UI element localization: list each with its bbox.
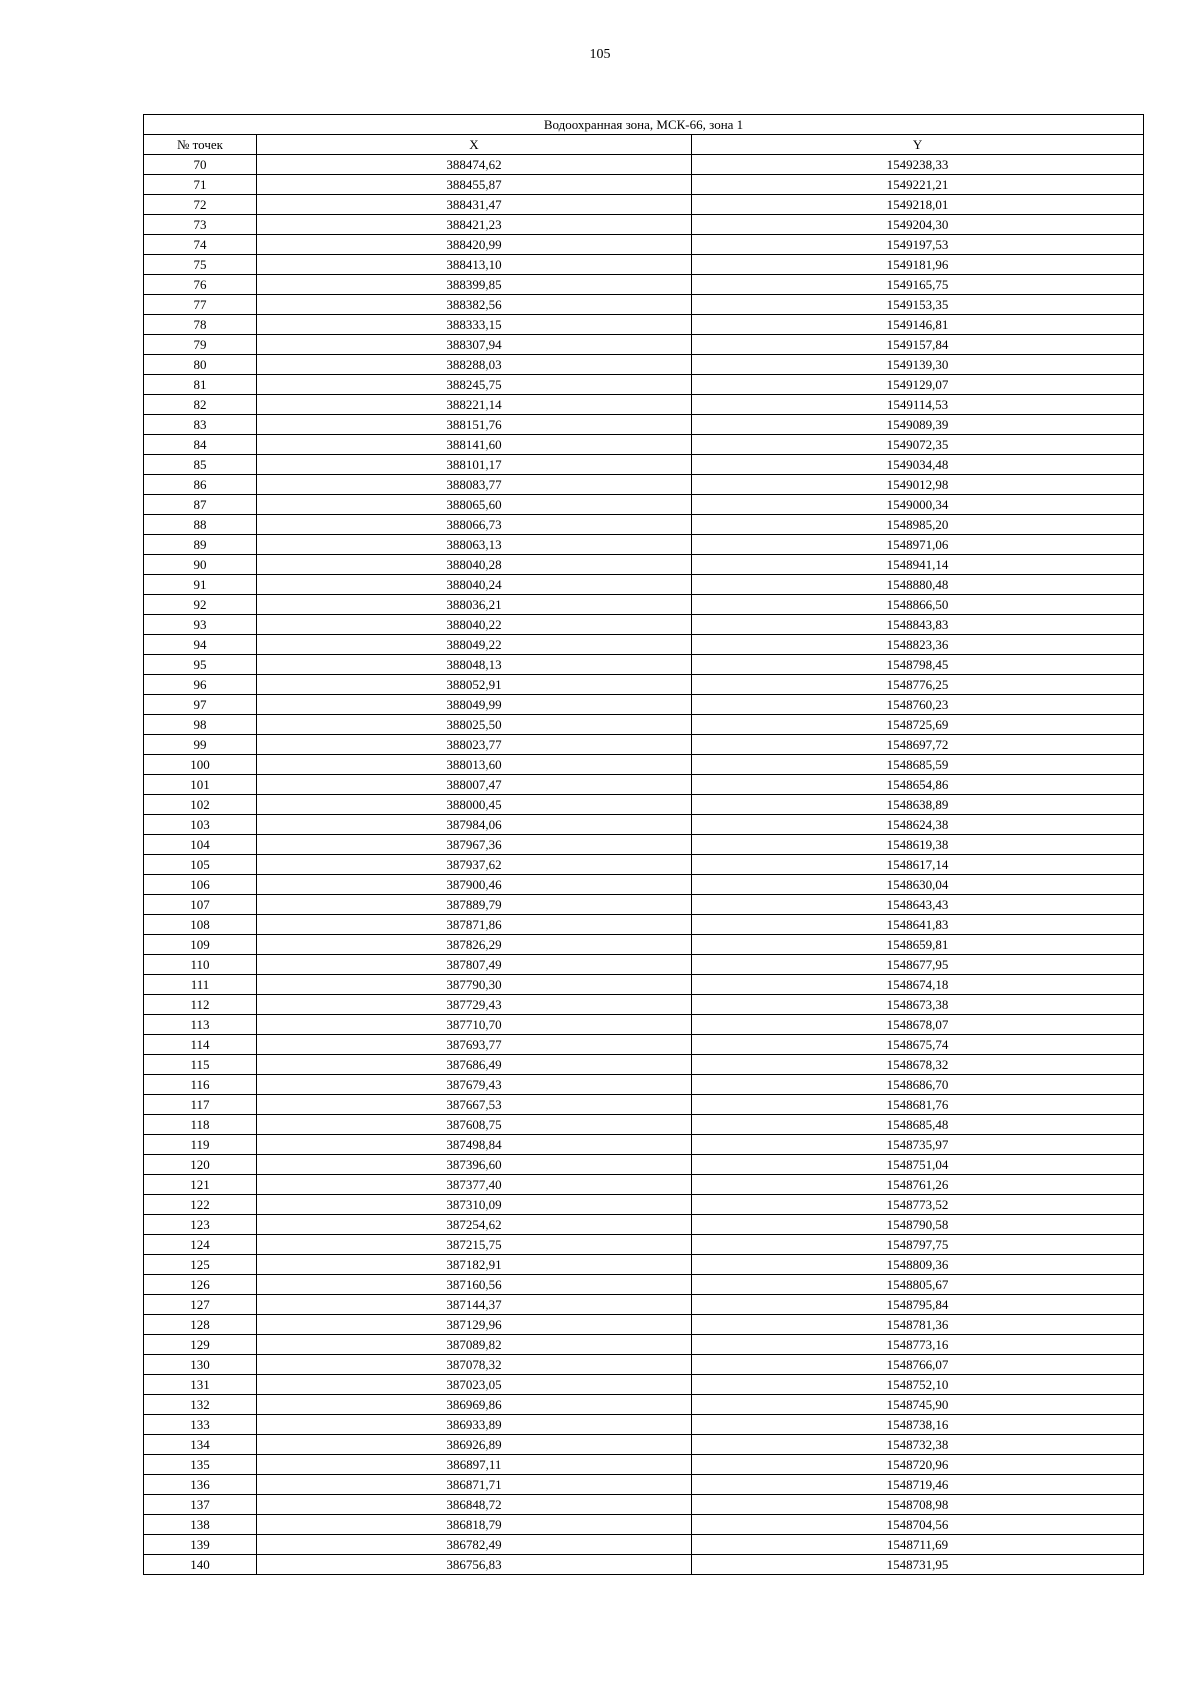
table-row — [144, 395, 1144, 415]
y-cell: 1548790,58 — [692, 1215, 1144, 1235]
point-number-cell: 92 — [144, 595, 257, 615]
x-cell: 387900,46 — [257, 875, 692, 895]
point-number-cell: 110 — [144, 955, 257, 975]
table-row — [144, 1375, 1144, 1395]
x-cell: 388013,60 — [257, 755, 692, 775]
point-number-cell: 95 — [144, 655, 257, 675]
table-row — [144, 1255, 1144, 1275]
x-cell: 388048,13 — [257, 655, 692, 675]
x-cell: 388420,99 — [257, 235, 692, 255]
table-row — [144, 1195, 1144, 1215]
y-cell: 1548738,16 — [692, 1415, 1144, 1435]
table-row — [144, 375, 1144, 395]
y-cell: 1548708,98 — [692, 1495, 1144, 1515]
y-cell: 1549012,98 — [692, 475, 1144, 495]
point-number-cell: 117 — [144, 1095, 257, 1115]
y-cell: 1548673,38 — [692, 995, 1144, 1015]
x-cell: 388052,91 — [257, 675, 692, 695]
y-cell: 1549238,33 — [692, 155, 1144, 175]
page-number: 105 — [589, 47, 611, 62]
x-cell: 388023,77 — [257, 735, 692, 755]
point-number-cell: 73 — [144, 215, 257, 235]
point-number-cell: 99 — [144, 735, 257, 755]
table-row — [144, 1355, 1144, 1375]
x-cell: 387790,30 — [257, 975, 692, 995]
point-number-cell: 102 — [144, 795, 257, 815]
table-row — [144, 975, 1144, 995]
x-cell: 387396,60 — [257, 1155, 692, 1175]
x-cell: 388307,94 — [257, 335, 692, 355]
x-cell: 387967,36 — [257, 835, 692, 855]
x-cell: 387984,06 — [257, 815, 692, 835]
table-row — [144, 835, 1144, 855]
x-cell: 388025,50 — [257, 715, 692, 735]
y-cell: 1548766,07 — [692, 1355, 1144, 1375]
table-row — [144, 1435, 1144, 1455]
table-row — [144, 815, 1144, 835]
point-number-cell: 71 — [144, 175, 257, 195]
table-row — [144, 1035, 1144, 1055]
x-cell: 387710,70 — [257, 1015, 692, 1035]
y-cell: 1548678,32 — [692, 1055, 1144, 1075]
table-row — [144, 1135, 1144, 1155]
point-number-cell: 105 — [144, 855, 257, 875]
y-cell: 1548638,89 — [692, 795, 1144, 815]
point-number-cell: 115 — [144, 1055, 257, 1075]
point-number-cell: 116 — [144, 1075, 257, 1095]
x-cell: 388007,47 — [257, 775, 692, 795]
x-cell: 387023,05 — [257, 1375, 692, 1395]
table-header-row — [144, 135, 1144, 155]
x-cell: 388421,23 — [257, 215, 692, 235]
table-row — [144, 695, 1144, 715]
y-cell: 1549139,30 — [692, 355, 1144, 375]
point-number-cell: 89 — [144, 535, 257, 555]
table-row — [144, 1535, 1144, 1555]
table-row — [144, 255, 1144, 275]
x-cell: 388040,28 — [257, 555, 692, 575]
y-cell: 1548745,90 — [692, 1395, 1144, 1415]
point-number-cell: 112 — [144, 995, 257, 1015]
x-cell: 387129,96 — [257, 1315, 692, 1335]
y-cell: 1548761,26 — [692, 1175, 1144, 1195]
y-cell: 1548843,83 — [692, 615, 1144, 635]
x-cell: 388066,73 — [257, 515, 692, 535]
table-row — [144, 755, 1144, 775]
y-cell: 1548752,10 — [692, 1375, 1144, 1395]
table-row — [144, 635, 1144, 655]
table-row — [144, 1335, 1144, 1355]
y-cell: 1548732,38 — [692, 1435, 1144, 1455]
x-cell: 386969,86 — [257, 1395, 692, 1415]
table-row — [144, 1555, 1144, 1575]
table-row — [144, 495, 1144, 515]
table-row — [144, 455, 1144, 475]
y-cell: 1549204,30 — [692, 215, 1144, 235]
y-cell: 1548630,04 — [692, 875, 1144, 895]
coordinates-table — [143, 114, 1144, 1575]
table-row — [144, 1395, 1144, 1415]
x-cell: 388431,47 — [257, 195, 692, 215]
y-cell: 1549218,01 — [692, 195, 1144, 215]
point-number-cell: 129 — [144, 1335, 257, 1355]
y-cell: 1549034,48 — [692, 455, 1144, 475]
y-cell: 1549181,96 — [692, 255, 1144, 275]
y-cell: 1549146,81 — [692, 315, 1144, 335]
y-cell: 1549157,84 — [692, 335, 1144, 355]
y-cell: 1548735,97 — [692, 1135, 1144, 1155]
table-row — [144, 475, 1144, 495]
point-number-cell: 93 — [144, 615, 257, 635]
y-cell: 1549197,53 — [692, 235, 1144, 255]
table-row — [144, 615, 1144, 635]
x-cell: 387144,37 — [257, 1295, 692, 1315]
point-number-cell: 72 — [144, 195, 257, 215]
point-number-cell: 111 — [144, 975, 257, 995]
point-number-cell: 96 — [144, 675, 257, 695]
x-cell: 386926,89 — [257, 1435, 692, 1455]
point-number-cell: 125 — [144, 1255, 257, 1275]
x-cell: 387254,62 — [257, 1215, 692, 1235]
x-cell: 387693,77 — [257, 1035, 692, 1055]
table-body — [144, 155, 1144, 1575]
table-row — [144, 1175, 1144, 1195]
x-cell: 387826,29 — [257, 935, 692, 955]
x-cell: 387310,09 — [257, 1195, 692, 1215]
table-row — [144, 895, 1144, 915]
y-cell: 1548678,07 — [692, 1015, 1144, 1035]
x-cell: 388333,15 — [257, 315, 692, 335]
table-row — [144, 435, 1144, 455]
x-cell: 387377,40 — [257, 1175, 692, 1195]
x-cell: 388288,03 — [257, 355, 692, 375]
point-number-cell: 118 — [144, 1115, 257, 1135]
table-row — [144, 555, 1144, 575]
point-number-cell: 106 — [144, 875, 257, 895]
point-number-cell: 75 — [144, 255, 257, 275]
x-cell: 387937,62 — [257, 855, 692, 875]
x-cell: 388221,14 — [257, 395, 692, 415]
point-number-cell: 82 — [144, 395, 257, 415]
x-cell: 387729,43 — [257, 995, 692, 1015]
table-row — [144, 335, 1144, 355]
table-row — [144, 355, 1144, 375]
y-cell: 1548685,59 — [692, 755, 1144, 775]
x-cell: 387160,56 — [257, 1275, 692, 1295]
table-row — [144, 195, 1144, 215]
table-row — [144, 595, 1144, 615]
table-row — [144, 1055, 1144, 1075]
x-cell: 388141,60 — [257, 435, 692, 455]
x-cell: 386897,11 — [257, 1455, 692, 1475]
x-cell: 388151,76 — [257, 415, 692, 435]
x-cell: 386782,49 — [257, 1535, 692, 1555]
point-number-cell: 109 — [144, 935, 257, 955]
column-header-x: X — [257, 135, 692, 155]
x-cell: 387182,91 — [257, 1255, 692, 1275]
x-cell: 388413,10 — [257, 255, 692, 275]
y-cell: 1549114,53 — [692, 395, 1144, 415]
point-number-cell: 130 — [144, 1355, 257, 1375]
point-number-cell: 126 — [144, 1275, 257, 1295]
table-row — [144, 175, 1144, 195]
x-cell: 388083,77 — [257, 475, 692, 495]
y-cell: 1548773,52 — [692, 1195, 1144, 1215]
point-number-cell: 139 — [144, 1535, 257, 1555]
point-number-cell: 140 — [144, 1555, 257, 1575]
point-number-cell: 114 — [144, 1035, 257, 1055]
point-number-cell: 86 — [144, 475, 257, 495]
table-row — [144, 935, 1144, 955]
y-cell: 1548795,84 — [692, 1295, 1144, 1315]
table-row — [144, 1295, 1144, 1315]
point-number-cell: 90 — [144, 555, 257, 575]
x-cell: 388036,21 — [257, 595, 692, 615]
y-cell: 1548624,38 — [692, 815, 1144, 835]
table-row — [144, 1235, 1144, 1255]
table-row — [144, 955, 1144, 975]
y-cell: 1548809,36 — [692, 1255, 1144, 1275]
point-number-cell: 107 — [144, 895, 257, 915]
table-row — [144, 1475, 1144, 1495]
x-cell: 388245,75 — [257, 375, 692, 395]
y-cell: 1548675,74 — [692, 1035, 1144, 1055]
point-number-cell: 83 — [144, 415, 257, 435]
x-cell: 386933,89 — [257, 1415, 692, 1435]
table-row — [144, 1275, 1144, 1295]
y-cell: 1548880,48 — [692, 575, 1144, 595]
y-cell: 1549089,39 — [692, 415, 1144, 435]
y-cell: 1548866,50 — [692, 595, 1144, 615]
table-row — [144, 1495, 1144, 1515]
y-cell: 1548641,83 — [692, 915, 1144, 935]
table-row — [144, 535, 1144, 555]
point-number-cell: 77 — [144, 295, 257, 315]
y-cell: 1548720,96 — [692, 1455, 1144, 1475]
x-cell: 387889,79 — [257, 895, 692, 915]
table-row — [144, 775, 1144, 795]
y-cell: 1548776,25 — [692, 675, 1144, 695]
point-number-cell: 113 — [144, 1015, 257, 1035]
point-number-cell: 120 — [144, 1155, 257, 1175]
x-cell: 387807,49 — [257, 955, 692, 975]
table-row — [144, 915, 1144, 935]
table-row — [144, 655, 1144, 675]
y-cell: 1548677,95 — [692, 955, 1144, 975]
point-number-cell: 137 — [144, 1495, 257, 1515]
y-cell: 1548643,43 — [692, 895, 1144, 915]
y-cell: 1548971,06 — [692, 535, 1144, 555]
table-row — [144, 1415, 1144, 1435]
table-title-row — [144, 115, 1144, 135]
x-cell: 386848,72 — [257, 1495, 692, 1515]
point-number-cell: 133 — [144, 1415, 257, 1435]
table-row — [144, 1075, 1144, 1095]
table-title: Водоохранная зона, МСК-66, зона 1 — [144, 115, 1144, 135]
point-number-cell: 78 — [144, 315, 257, 335]
table-row — [144, 215, 1144, 235]
y-cell: 1548719,46 — [692, 1475, 1144, 1495]
table-row — [144, 415, 1144, 435]
point-number-cell: 97 — [144, 695, 257, 715]
y-cell: 1548805,67 — [692, 1275, 1144, 1295]
point-number-cell: 108 — [144, 915, 257, 935]
y-cell: 1548685,48 — [692, 1115, 1144, 1135]
point-number-cell: 127 — [144, 1295, 257, 1315]
point-number-cell: 121 — [144, 1175, 257, 1195]
table-row — [144, 875, 1144, 895]
y-cell: 1549129,07 — [692, 375, 1144, 395]
table-row — [144, 1515, 1144, 1535]
table-row — [144, 275, 1144, 295]
table-row — [144, 675, 1144, 695]
x-cell: 387498,84 — [257, 1135, 692, 1155]
point-number-cell: 84 — [144, 435, 257, 455]
point-number-cell: 119 — [144, 1135, 257, 1155]
y-cell: 1548697,72 — [692, 735, 1144, 755]
table-row — [144, 1155, 1144, 1175]
point-number-cell: 103 — [144, 815, 257, 835]
x-cell: 387078,32 — [257, 1355, 692, 1375]
point-number-cell: 98 — [144, 715, 257, 735]
point-number-cell: 123 — [144, 1215, 257, 1235]
y-cell: 1548704,56 — [692, 1515, 1144, 1535]
table-row — [144, 515, 1144, 535]
table-row — [144, 735, 1144, 755]
x-cell: 388399,85 — [257, 275, 692, 295]
point-number-cell: 135 — [144, 1455, 257, 1475]
point-number-cell: 79 — [144, 335, 257, 355]
point-number-cell: 124 — [144, 1235, 257, 1255]
y-cell: 1548773,16 — [692, 1335, 1144, 1355]
table-row — [144, 1115, 1144, 1135]
point-number-cell: 131 — [144, 1375, 257, 1395]
y-cell: 1548654,86 — [692, 775, 1144, 795]
x-cell: 388049,22 — [257, 635, 692, 655]
x-cell: 388474,62 — [257, 155, 692, 175]
y-cell: 1548674,18 — [692, 975, 1144, 995]
column-header-y: Y — [692, 135, 1144, 155]
point-number-cell: 70 — [144, 155, 257, 175]
point-number-cell: 101 — [144, 775, 257, 795]
point-number-cell: 136 — [144, 1475, 257, 1495]
x-cell: 387089,82 — [257, 1335, 692, 1355]
x-cell: 388049,99 — [257, 695, 692, 715]
x-cell: 388000,45 — [257, 795, 692, 815]
y-cell: 1548985,20 — [692, 515, 1144, 535]
y-cell: 1548681,76 — [692, 1095, 1144, 1115]
point-number-cell: 88 — [144, 515, 257, 535]
y-cell: 1548760,23 — [692, 695, 1144, 715]
table-row — [144, 235, 1144, 255]
table-row — [144, 715, 1144, 735]
x-cell: 388065,60 — [257, 495, 692, 515]
y-cell: 1548659,81 — [692, 935, 1144, 955]
x-cell: 388382,56 — [257, 295, 692, 315]
y-cell: 1548823,36 — [692, 635, 1144, 655]
x-cell: 388101,17 — [257, 455, 692, 475]
point-number-cell: 91 — [144, 575, 257, 595]
point-number-cell: 74 — [144, 235, 257, 255]
x-cell: 388040,24 — [257, 575, 692, 595]
table-row — [144, 855, 1144, 875]
table-row — [144, 1015, 1144, 1035]
x-cell: 386818,79 — [257, 1515, 692, 1535]
point-number-cell: 134 — [144, 1435, 257, 1455]
y-cell: 1548711,69 — [692, 1535, 1144, 1555]
point-number-cell: 80 — [144, 355, 257, 375]
y-cell: 1548798,45 — [692, 655, 1144, 675]
table-row — [144, 995, 1144, 1015]
table-row — [144, 575, 1144, 595]
table-row — [144, 1455, 1144, 1475]
table-row — [144, 315, 1144, 335]
point-number-cell: 122 — [144, 1195, 257, 1215]
y-cell: 1548751,04 — [692, 1155, 1144, 1175]
point-number-cell: 76 — [144, 275, 257, 295]
point-number-cell: 94 — [144, 635, 257, 655]
table-row — [144, 1215, 1144, 1235]
point-number-cell: 132 — [144, 1395, 257, 1415]
x-cell: 387679,43 — [257, 1075, 692, 1095]
point-number-cell: 104 — [144, 835, 257, 855]
y-cell: 1548686,70 — [692, 1075, 1144, 1095]
x-cell: 388455,87 — [257, 175, 692, 195]
x-cell: 387215,75 — [257, 1235, 692, 1255]
y-cell: 1549221,21 — [692, 175, 1144, 195]
table-row — [144, 795, 1144, 815]
y-cell: 1549153,35 — [692, 295, 1144, 315]
point-number-cell: 128 — [144, 1315, 257, 1335]
y-cell: 1549000,34 — [692, 495, 1144, 515]
point-number-cell: 81 — [144, 375, 257, 395]
point-number-cell: 138 — [144, 1515, 257, 1535]
column-header-point-number: № точек — [144, 135, 257, 155]
x-cell: 388040,22 — [257, 615, 692, 635]
point-number-cell: 100 — [144, 755, 257, 775]
x-cell: 386756,83 — [257, 1555, 692, 1575]
x-cell: 387608,75 — [257, 1115, 692, 1135]
point-number-cell: 87 — [144, 495, 257, 515]
y-cell: 1548941,14 — [692, 555, 1144, 575]
x-cell: 387667,53 — [257, 1095, 692, 1115]
y-cell: 1548619,38 — [692, 835, 1144, 855]
table-row — [144, 295, 1144, 315]
point-number-cell: 85 — [144, 455, 257, 475]
y-cell: 1548797,75 — [692, 1235, 1144, 1255]
y-cell: 1549165,75 — [692, 275, 1144, 295]
x-cell: 387871,86 — [257, 915, 692, 935]
x-cell: 386871,71 — [257, 1475, 692, 1495]
y-cell: 1548731,95 — [692, 1555, 1144, 1575]
table-row — [144, 1315, 1144, 1335]
y-cell: 1548781,36 — [692, 1315, 1144, 1335]
table-row — [144, 1095, 1144, 1115]
table-row — [144, 155, 1144, 175]
y-cell: 1548617,14 — [692, 855, 1144, 875]
y-cell: 1549072,35 — [692, 435, 1144, 455]
y-cell: 1548725,69 — [692, 715, 1144, 735]
x-cell: 388063,13 — [257, 535, 692, 555]
x-cell: 387686,49 — [257, 1055, 692, 1075]
